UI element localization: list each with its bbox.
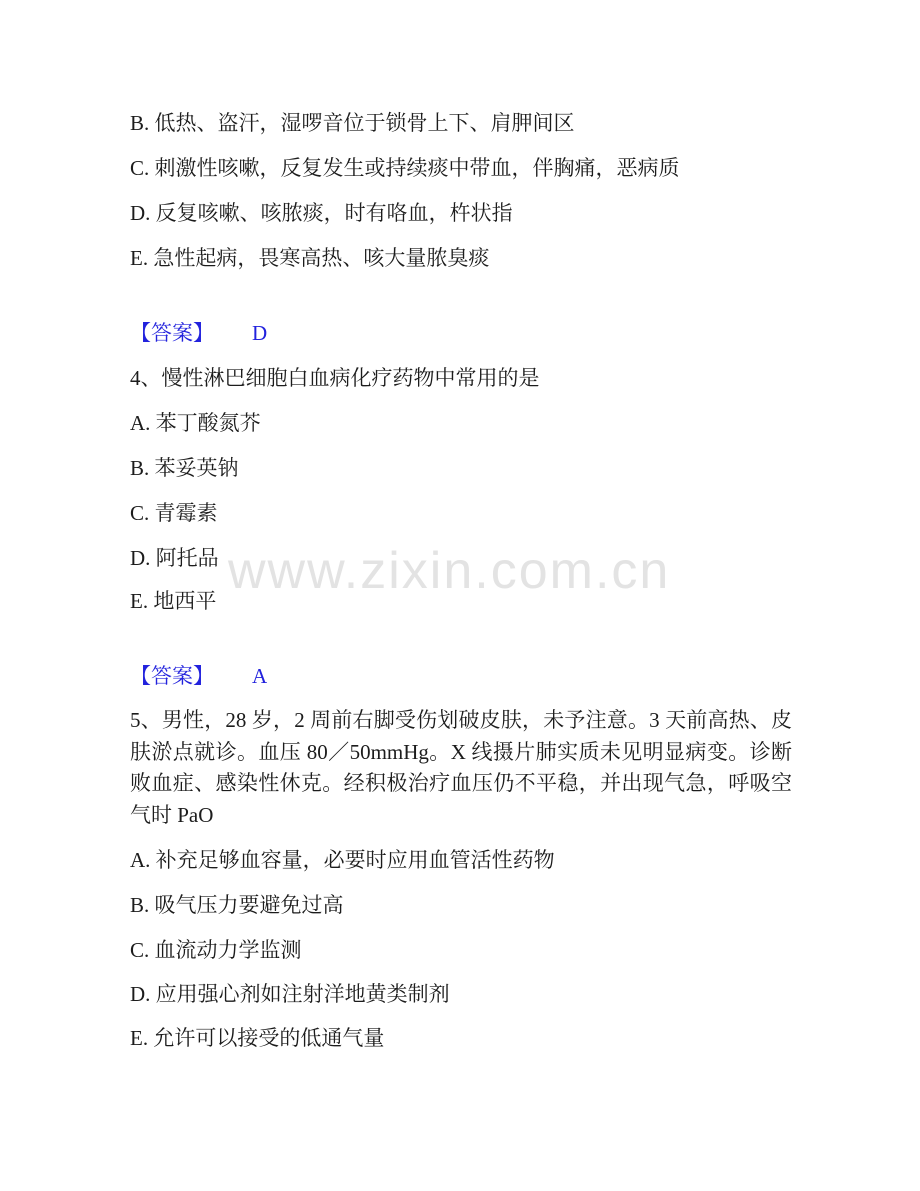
question4-option-b: B. 苯妥英钠: [130, 456, 239, 480]
question3-option-d: D. 反复咳嗽、咳脓痰，时有咯血，杵状指: [130, 201, 513, 225]
exam-question-list: [130, 0, 792, 1191]
question5-option-e: E. 允许可以接受的低通气量: [130, 1026, 385, 1050]
question4-option-a: A. 苯丁酸氮芥: [130, 411, 261, 435]
question3-option-c: C. 刺激性咳嗽，反复发生或持续痰中带血，伴胸痛，恶病质: [130, 156, 680, 180]
question4-option-d: D. 阿托品: [130, 546, 219, 570]
question5-option-c: C. 血流动力学监测: [130, 938, 302, 962]
question3-option-e: E. 急性起病，畏寒高热、咳大量脓臭痰: [130, 246, 490, 270]
question5-stem: 5、男性，28 岁，2 周前右脚受伤划破皮肤，未予注意。3 天前高热、皮肤淤点就诊。血压 80／50mmHg。X 线摄片肺实质未见明显病变。诊断败血症、感染性休克。经积极治疗血压仍不平稳，并出现气急，呼吸空气时 PaO: [130, 708, 792, 827]
question5-option-a: A. 补充足够血容量，必要时应用血管活性药物: [130, 848, 555, 872]
question3-option-b: B. 低热、盗汗，湿啰音位于锁骨上下、肩胛间区: [130, 111, 575, 135]
question4-option-c: C. 青霉素: [130, 501, 218, 525]
question3-answer-label: 【答案】: [130, 321, 214, 345]
question4-option-e: E. 地西平: [130, 589, 217, 613]
question5-option-b: B. 吸气压力要避免过高: [130, 893, 344, 917]
question4-stem: 4、慢性淋巴细胞白血病化疗药物中常用的是: [130, 366, 540, 390]
question4-answer-value: A: [252, 664, 268, 688]
question4-answer-label: 【答案】: [130, 664, 214, 688]
question3-answer-value: D: [252, 321, 268, 345]
watermark-text: www.zixin.com.cn: [228, 542, 671, 600]
question4-answer-row: [130, 663, 267, 689]
question5-option-d: D. 应用强心剂如注射洋地黄类制剂: [130, 982, 450, 1006]
question3-answer-row: [130, 320, 267, 346]
